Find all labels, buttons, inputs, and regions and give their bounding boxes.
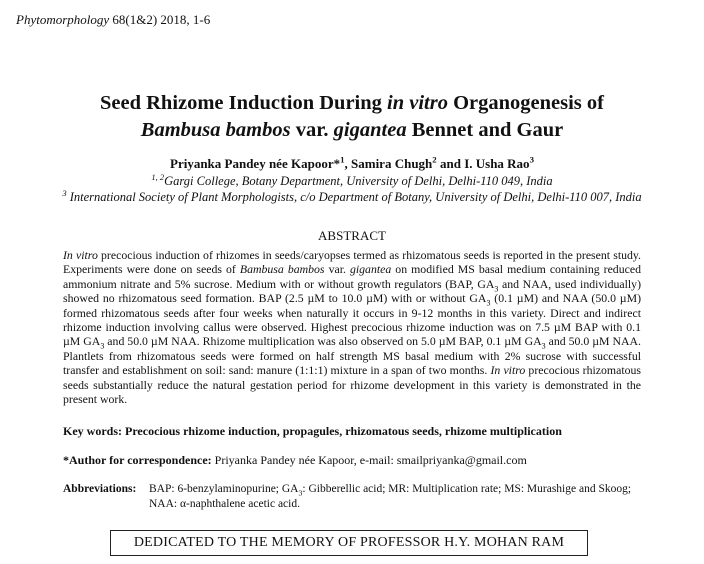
abstract-sub: 3 <box>100 341 105 351</box>
abstract-sub: 3 <box>541 341 546 351</box>
abstract-text: precocious rhizomatous seeds substantially reduce the natural gestation period for rhizome development in this variety is demonstrated in the present work. <box>63 363 641 407</box>
abstract-text: (0.1 µM) and NAA (50.0 µM) formed rhizomatous seeds after four weeks when naturally it occurs in 9-12 months in this variety. Direct and indirect rhizome induction involving callus were observed. Highest precocious rhizome induction was on 7.5 µM BAP with 0.1 µM GA <box>63 291 641 349</box>
affiliation-2 <box>0 187 704 205</box>
author-name: I. Usha Rao <box>464 156 530 171</box>
abstract-heading: ABSTRACT <box>318 228 386 243</box>
author-name: Samira Chugh <box>351 156 433 171</box>
affiliation-text: International Society of Plant Morphologists, c/o Department of Botany, University of Delhi, Delhi-110 007, India <box>66 190 642 204</box>
affiliation-text: Gargi College, Botany Department, University of Delhi, Delhi-110 049, India <box>164 174 553 188</box>
abstract-body <box>63 248 641 406</box>
author-sep: and <box>436 156 465 171</box>
abstract-text: and NAA, used individually) showed no rhizomatous seed formation. BAP (2.5 µM to 10.0 µM) with or without GA <box>63 276 641 306</box>
affiliation-1 <box>0 171 704 189</box>
abbreviations <box>63 482 653 512</box>
abbreviations-label: Abbreviations: <box>63 483 137 495</box>
abstract-italic: gigantea <box>349 262 392 277</box>
keywords: Key words: Precocious rhizome induction, propagules, rhizomatous seeds, rhizome multiplication <box>63 424 562 438</box>
abstract-text: and 50.0 µM NAA. Plantlets from rhizomatous seeds were formed on half strength MS basal medium with 2% sucrose with successful transfer and establishment on soil: sand: manure (1:1:1) mixture in a span of two months. <box>63 334 641 378</box>
abstract-italic: In vitro <box>490 363 526 378</box>
journal-name: Phytomorphology <box>16 12 110 27</box>
abstract-text: on modified MS basal medium containing reduced ammonium nitrate and 5% sucrose. Medium with or without growth regulators (BAP, GA <box>63 262 641 291</box>
title-part: var. <box>290 119 334 141</box>
abstract-text: var. <box>324 262 350 277</box>
title-part: Bennet and Gaur <box>406 119 564 141</box>
author-name: Priyanka Pandey née Kapoor* <box>170 156 341 171</box>
author-list <box>0 156 704 172</box>
affiliation-sup: 1, 2 <box>151 171 165 182</box>
abbreviations-text <box>149 482 653 512</box>
correspondence-text: Priyanka Pandey née Kapoor, e-mail: smailpriyanka@gmail.com <box>211 453 527 467</box>
author-sup: 1 <box>340 154 345 165</box>
abstract-italic: Bambusa bambos <box>239 262 325 277</box>
title-italic: in vitro <box>387 92 448 114</box>
correspondence-label: *Author for correspondence: <box>63 453 212 467</box>
abstract-sub: 3 <box>494 284 499 294</box>
abstract-italic: In vitro <box>63 248 98 262</box>
affiliation-sup: 3 <box>62 187 67 198</box>
title-part: Organogenesis of <box>447 92 604 114</box>
title-part: Seed Rhizome Induction During <box>99 92 388 114</box>
paper-title <box>0 90 704 144</box>
journal-citation <box>16 12 210 28</box>
abstract-text: precocious induction of rhizomes in seeds/caryopses termed as rhizomatous seeds is reported in the present study. Experiments were done on seeds of <box>63 248 641 277</box>
abbreviations-part: : Gibberellic acid; MR: Multiplication rate; MS: Murashige and Skoog; NAA: α-naphthalene acetic acid. <box>149 483 632 510</box>
author-sep: , <box>344 156 352 171</box>
journal-volume: 68(1&2) 2018, 1-6 <box>112 12 211 27</box>
title-italic: Bambusa bambos <box>140 119 291 141</box>
correspondence <box>63 453 663 468</box>
abbreviations-sub: 3 <box>298 488 303 498</box>
author-sup: 2 <box>432 154 437 165</box>
abstract-sub: 3 <box>486 298 491 308</box>
abbreviations-part: BAP: 6-benzylaminopurine; GA <box>149 483 299 495</box>
title-italic: gigantea <box>333 119 407 141</box>
author-sup: 3 <box>529 154 534 165</box>
dedication-box: DEDICATED TO THE MEMORY OF PROFESSOR H.Y. MOHAN RAM <box>110 530 588 556</box>
abstract-text: and 50.0 µM NAA. Rhizome multiplication was also observed on 5.0 µM BAP, 0.1 µM GA <box>104 334 542 349</box>
